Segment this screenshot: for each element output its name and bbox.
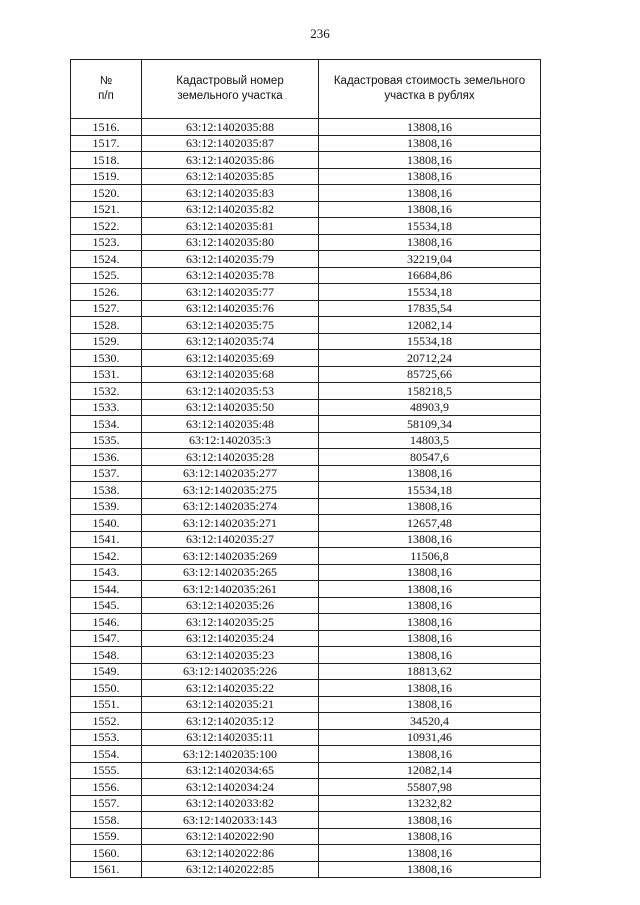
cadastral-number-cell: 63:12:1402035:3 bbox=[142, 432, 319, 449]
row-number-cell: 1529. bbox=[71, 333, 142, 350]
cadastral-value-cell: 12657,48 bbox=[319, 515, 541, 532]
table-row bbox=[71, 861, 541, 878]
table-row bbox=[71, 135, 541, 152]
table-row bbox=[71, 795, 541, 812]
cadastral-number-cell: 63:12:1402035:269 bbox=[142, 548, 319, 565]
cadastral-value-cell: 15534,18 bbox=[319, 333, 541, 350]
cadastral-number-cell: 63:12:1402035:11 bbox=[142, 729, 319, 746]
row-number-cell: 1559. bbox=[71, 828, 142, 845]
cadastral-value-cell: 13808,16 bbox=[319, 531, 541, 548]
table-row bbox=[71, 317, 541, 334]
cadastral-value-cell: 85725,66 bbox=[319, 366, 541, 383]
header-value-line2: участка в рублях bbox=[384, 90, 475, 102]
row-number-cell: 1550. bbox=[71, 680, 142, 697]
table-row bbox=[71, 597, 541, 614]
cadastral-number-cell: 63:12:1402035:77 bbox=[142, 284, 319, 301]
row-number-cell: 1541. bbox=[71, 531, 142, 548]
table-header bbox=[71, 60, 541, 119]
row-number-cell: 1542. bbox=[71, 548, 142, 565]
cadastral-value-cell: 13808,16 bbox=[319, 498, 541, 515]
cadastral-number-cell: 63:12:1402035:226 bbox=[142, 663, 319, 680]
row-number-cell: 1518. bbox=[71, 152, 142, 169]
cadastral-number-cell: 63:12:1402035:80 bbox=[142, 234, 319, 251]
cadastral-number-cell: 63:12:1402035:50 bbox=[142, 399, 319, 416]
table-row bbox=[71, 234, 541, 251]
table-row bbox=[71, 498, 541, 515]
cadastral-value-cell: 13808,16 bbox=[319, 185, 541, 202]
cadastral-number-cell: 63:12:1402035:12 bbox=[142, 713, 319, 730]
table-row bbox=[71, 416, 541, 433]
table-row bbox=[71, 152, 541, 169]
table-row bbox=[71, 333, 541, 350]
table-row bbox=[71, 465, 541, 482]
table-row bbox=[71, 350, 541, 367]
row-number-cell: 1532. bbox=[71, 383, 142, 400]
row-number-cell: 1558. bbox=[71, 812, 142, 829]
cadastral-value-cell: 13808,16 bbox=[319, 201, 541, 218]
header-number bbox=[71, 60, 142, 119]
page-number: 236 bbox=[310, 26, 330, 41]
table-row bbox=[71, 201, 541, 218]
cadastral-number-cell: 63:12:1402035:78 bbox=[142, 267, 319, 284]
table-row bbox=[71, 515, 541, 532]
cadastral-value-cell: 13808,16 bbox=[319, 647, 541, 664]
row-number-cell: 1526. bbox=[71, 284, 142, 301]
cadastral-value-cell: 13808,16 bbox=[319, 696, 541, 713]
cadastral-value-cell: 13808,16 bbox=[319, 564, 541, 581]
cadastral-value-cell: 13808,16 bbox=[319, 845, 541, 862]
cadastral-number-cell: 63:12:1402035:53 bbox=[142, 383, 319, 400]
table-row bbox=[71, 845, 541, 862]
cadastral-number-cell: 63:12:1402035:48 bbox=[142, 416, 319, 433]
table-row bbox=[71, 531, 541, 548]
row-number-cell: 1552. bbox=[71, 713, 142, 730]
cadastral-number-cell: 63:12:1402035:277 bbox=[142, 465, 319, 482]
cadastral-value-cell: 13808,16 bbox=[319, 746, 541, 763]
cadastral-value-cell: 13808,16 bbox=[319, 861, 541, 878]
row-number-cell: 1537. bbox=[71, 465, 142, 482]
row-number-cell: 1522. bbox=[71, 218, 142, 235]
cadastral-number-cell: 63:12:1402022:90 bbox=[142, 828, 319, 845]
cadastral-number-cell: 63:12:1402022:85 bbox=[142, 861, 319, 878]
row-number-cell: 1560. bbox=[71, 845, 142, 862]
cadastral-number-cell: 63:12:1402035:28 bbox=[142, 449, 319, 466]
table-row bbox=[71, 267, 541, 284]
header-cadastral-number bbox=[142, 60, 319, 119]
cadastral-value-cell: 13808,16 bbox=[319, 812, 541, 829]
table-row bbox=[71, 399, 541, 416]
table-row bbox=[71, 828, 541, 845]
cadastral-value-cell: 158218,5 bbox=[319, 383, 541, 400]
table-row bbox=[71, 482, 541, 499]
table-row bbox=[71, 251, 541, 268]
table-row bbox=[71, 663, 541, 680]
row-number-cell: 1533. bbox=[71, 399, 142, 416]
cadastral-value-cell: 13808,16 bbox=[319, 597, 541, 614]
cadastral-value-cell: 13808,16 bbox=[319, 119, 541, 136]
cadastral-value-table bbox=[70, 59, 541, 878]
header-cadastral-line2: земельного участка bbox=[177, 90, 283, 102]
row-number-cell: 1543. bbox=[71, 564, 142, 581]
header-cadastral-line1: Кадастровый номер bbox=[176, 75, 284, 87]
row-number-cell: 1556. bbox=[71, 779, 142, 796]
row-number-cell: 1553. bbox=[71, 729, 142, 746]
cadastral-value-cell: 13808,16 bbox=[319, 135, 541, 152]
cadastral-number-cell: 63:12:1402034:65 bbox=[142, 762, 319, 779]
cadastral-value-cell: 13808,16 bbox=[319, 614, 541, 631]
row-number-cell: 1523. bbox=[71, 234, 142, 251]
cadastral-number-cell: 63:12:1402035:27 bbox=[142, 531, 319, 548]
cadastral-number-cell: 63:12:1402033:82 bbox=[142, 795, 319, 812]
cadastral-value-cell: 13808,16 bbox=[319, 234, 541, 251]
cadastral-value-cell: 13808,16 bbox=[319, 168, 541, 185]
table-row bbox=[71, 614, 541, 631]
row-number-cell: 1528. bbox=[71, 317, 142, 334]
header-cadastral-value bbox=[319, 60, 541, 119]
cadastral-value-cell: 80547,6 bbox=[319, 449, 541, 466]
table-row bbox=[71, 762, 541, 779]
cadastral-number-cell: 63:12:1402022:86 bbox=[142, 845, 319, 862]
header-value-line1: Кадастровая стоимость земельного bbox=[333, 75, 526, 87]
cadastral-value-cell: 12082,14 bbox=[319, 762, 541, 779]
cadastral-number-cell: 63:12:1402035:83 bbox=[142, 185, 319, 202]
cadastral-number-cell: 63:12:1402035:88 bbox=[142, 119, 319, 136]
table-row bbox=[71, 119, 541, 136]
header-row bbox=[71, 60, 541, 119]
table-row bbox=[71, 185, 541, 202]
cadastral-value-cell: 13808,16 bbox=[319, 630, 541, 647]
row-number-cell: 1525. bbox=[71, 267, 142, 284]
table-row bbox=[71, 696, 541, 713]
cadastral-number-cell: 63:12:1402035:86 bbox=[142, 152, 319, 169]
table-row bbox=[71, 746, 541, 763]
table-body bbox=[71, 119, 541, 878]
cadastral-value-cell: 17835,54 bbox=[319, 300, 541, 317]
cadastral-value-cell: 13808,16 bbox=[319, 152, 541, 169]
cadastral-value-cell: 13808,16 bbox=[319, 581, 541, 598]
cadastral-value-cell: 13808,16 bbox=[319, 828, 541, 845]
cadastral-value-cell: 14803,5 bbox=[319, 432, 541, 449]
row-number-cell: 1554. bbox=[71, 746, 142, 763]
row-number-cell: 1547. bbox=[71, 630, 142, 647]
row-number-cell: 1540. bbox=[71, 515, 142, 532]
table-row bbox=[71, 449, 541, 466]
row-number-cell: 1544. bbox=[71, 581, 142, 598]
table-row bbox=[71, 366, 541, 383]
cadastral-number-cell: 63:12:1402035:79 bbox=[142, 251, 319, 268]
cadastral-value-cell: 15534,18 bbox=[319, 482, 541, 499]
cadastral-number-cell: 63:12:1402035:82 bbox=[142, 201, 319, 218]
cadastral-value-cell: 11506,8 bbox=[319, 548, 541, 565]
cadastral-value-cell: 13808,16 bbox=[319, 680, 541, 697]
cadastral-number-cell: 63:12:1402035:81 bbox=[142, 218, 319, 235]
row-number-cell: 1527. bbox=[71, 300, 142, 317]
row-number-cell: 1516. bbox=[71, 119, 142, 136]
row-number-cell: 1536. bbox=[71, 449, 142, 466]
header-number-line2: п/п bbox=[98, 90, 114, 102]
cadastral-value-cell: 55807,98 bbox=[319, 779, 541, 796]
cadastral-number-cell: 63:12:1402035:68 bbox=[142, 366, 319, 383]
row-number-cell: 1538. bbox=[71, 482, 142, 499]
table-row bbox=[71, 713, 541, 730]
table-row bbox=[71, 647, 541, 664]
cadastral-number-cell: 63:12:1402033:143 bbox=[142, 812, 319, 829]
row-number-cell: 1539. bbox=[71, 498, 142, 515]
cadastral-value-cell: 15534,18 bbox=[319, 284, 541, 301]
cadastral-value-cell: 32219,04 bbox=[319, 251, 541, 268]
cadastral-number-cell: 63:12:1402035:74 bbox=[142, 333, 319, 350]
row-number-cell: 1548. bbox=[71, 647, 142, 664]
table-row bbox=[71, 779, 541, 796]
cadastral-value-cell: 13232,82 bbox=[319, 795, 541, 812]
cadastral-number-cell: 63:12:1402035:100 bbox=[142, 746, 319, 763]
row-number-cell: 1555. bbox=[71, 762, 142, 779]
cadastral-number-cell: 63:12:1402035:24 bbox=[142, 630, 319, 647]
table-row bbox=[71, 812, 541, 829]
table-row bbox=[71, 630, 541, 647]
cadastral-value-cell: 34520,4 bbox=[319, 713, 541, 730]
table-row bbox=[71, 168, 541, 185]
row-number-cell: 1551. bbox=[71, 696, 142, 713]
table-row bbox=[71, 300, 541, 317]
row-number-cell: 1546. bbox=[71, 614, 142, 631]
table-row bbox=[71, 729, 541, 746]
table-row bbox=[71, 383, 541, 400]
row-number-cell: 1520. bbox=[71, 185, 142, 202]
cadastral-value-cell: 48903,9 bbox=[319, 399, 541, 416]
cadastral-number-cell: 63:12:1402035:21 bbox=[142, 696, 319, 713]
cadastral-value-cell: 58109,34 bbox=[319, 416, 541, 433]
cadastral-value-cell: 15534,18 bbox=[319, 218, 541, 235]
row-number-cell: 1534. bbox=[71, 416, 142, 433]
cadastral-value-cell: 18813,62 bbox=[319, 663, 541, 680]
table-row bbox=[71, 432, 541, 449]
row-number-cell: 1531. bbox=[71, 366, 142, 383]
header-number-line1: № bbox=[99, 75, 113, 87]
table-row bbox=[71, 218, 541, 235]
row-number-cell: 1535. bbox=[71, 432, 142, 449]
cadastral-number-cell: 63:12:1402035:85 bbox=[142, 168, 319, 185]
table-row bbox=[71, 564, 541, 581]
table-row bbox=[71, 680, 541, 697]
cadastral-value-cell: 20712,24 bbox=[319, 350, 541, 367]
cadastral-number-cell: 63:12:1402035:271 bbox=[142, 515, 319, 532]
table-row bbox=[71, 284, 541, 301]
cadastral-number-cell: 63:12:1402035:275 bbox=[142, 482, 319, 499]
cadastral-number-cell: 63:12:1402035:23 bbox=[142, 647, 319, 664]
cadastral-value-cell: 10931,46 bbox=[319, 729, 541, 746]
row-number-cell: 1521. bbox=[71, 201, 142, 218]
cadastral-number-cell: 63:12:1402035:26 bbox=[142, 597, 319, 614]
cadastral-number-cell: 63:12:1402035:22 bbox=[142, 680, 319, 697]
cadastral-number-cell: 63:12:1402035:25 bbox=[142, 614, 319, 631]
cadastral-number-cell: 63:12:1402035:265 bbox=[142, 564, 319, 581]
cadastral-value-cell: 12082,14 bbox=[319, 317, 541, 334]
cadastral-number-cell: 63:12:1402035:69 bbox=[142, 350, 319, 367]
cadastral-value-cell: 13808,16 bbox=[319, 465, 541, 482]
table-row bbox=[71, 581, 541, 598]
row-number-cell: 1530. bbox=[71, 350, 142, 367]
row-number-cell: 1519. bbox=[71, 168, 142, 185]
row-number-cell: 1517. bbox=[71, 135, 142, 152]
row-number-cell: 1557. bbox=[71, 795, 142, 812]
row-number-cell: 1545. bbox=[71, 597, 142, 614]
table-row bbox=[71, 548, 541, 565]
row-number-cell: 1549. bbox=[71, 663, 142, 680]
row-number-cell: 1524. bbox=[71, 251, 142, 268]
cadastral-number-cell: 63:12:1402034:24 bbox=[142, 779, 319, 796]
cadastral-number-cell: 63:12:1402035:274 bbox=[142, 498, 319, 515]
cadastral-number-cell: 63:12:1402035:87 bbox=[142, 135, 319, 152]
row-number-cell: 1561. bbox=[71, 861, 142, 878]
cadastral-value-cell: 16684,86 bbox=[319, 267, 541, 284]
cadastral-number-cell: 63:12:1402035:76 bbox=[142, 300, 319, 317]
cadastral-number-cell: 63:12:1402035:261 bbox=[142, 581, 319, 598]
cadastral-number-cell: 63:12:1402035:75 bbox=[142, 317, 319, 334]
